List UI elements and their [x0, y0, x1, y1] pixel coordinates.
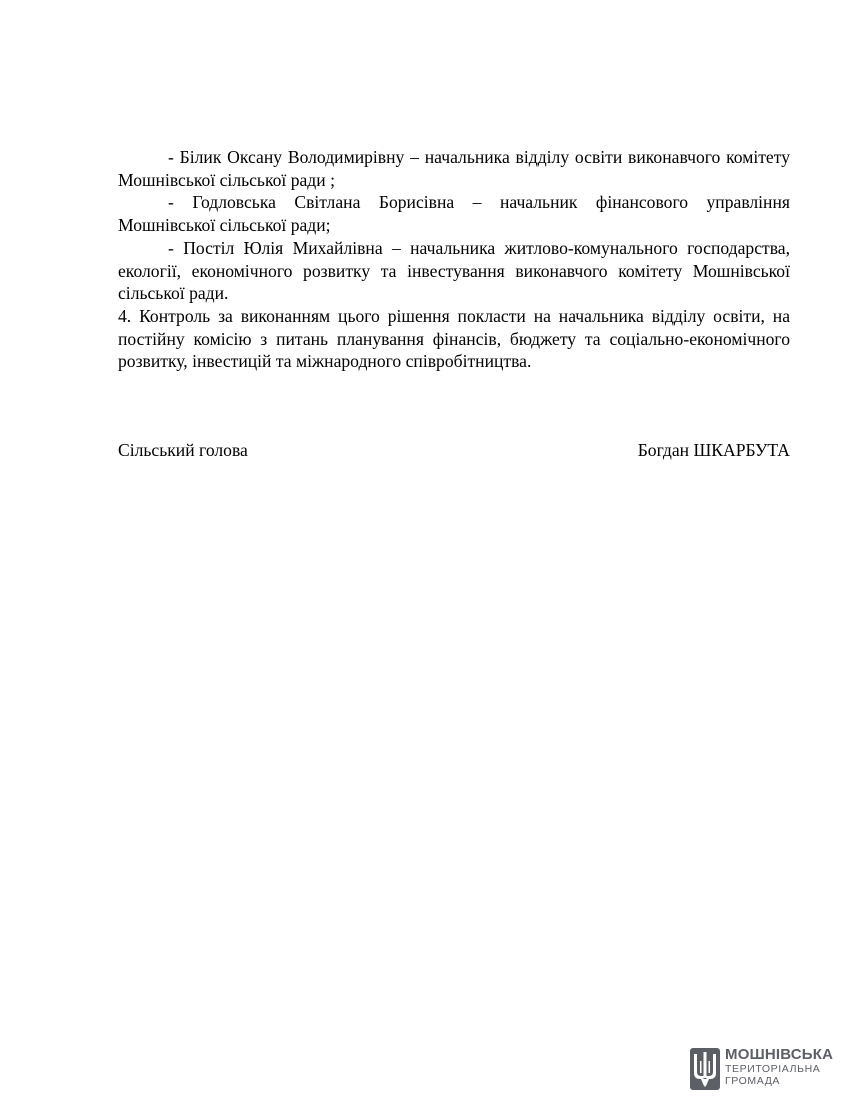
signature-position: Сільський голова: [118, 440, 248, 460]
logo-subtitle-2: ГРОМАДА: [725, 1075, 781, 1087]
community-logo: [689, 1046, 834, 1093]
signature-block: [118, 439, 790, 462]
logo-text: [725, 1047, 833, 1087]
paragraph-godlovska: - Годловська Світлана Борисівна – начальник фінансового управління Мошнівської сільської ради;: [118, 192, 790, 236]
paragraph-bilyk: - Білик Оксану Володимирівну – начальника відділу освіти виконавчого комітету Мошнівської сільської ради ;: [118, 147, 790, 190]
logo-subtitle-1: ТЕРИТОРІАЛЬНА: [725, 1063, 821, 1075]
paragraph-postil: - Постіл Юлія Михайлівна – начальника житлово-комунального господарства, екології, економічного розвитку та інвестування виконавчого комітету Мошнівської сільської ради.: [118, 237, 790, 304]
paragraph-control: 4. Контроль за виконанням цього рішення покласти на начальника відділу освіти, на постійну комісію з питань планування фінансів, бюджету та соціально-економічного розвитку, інвестицій та міжнародного співробітництва.: [118, 305, 790, 372]
signature-name: Богдан ШКАРБУТА: [637, 440, 790, 460]
document-body: [118, 146, 790, 373]
trident-emblem-icon: [689, 1047, 721, 1091]
logo-title: МОШНІВСЬКА: [725, 1046, 834, 1063]
